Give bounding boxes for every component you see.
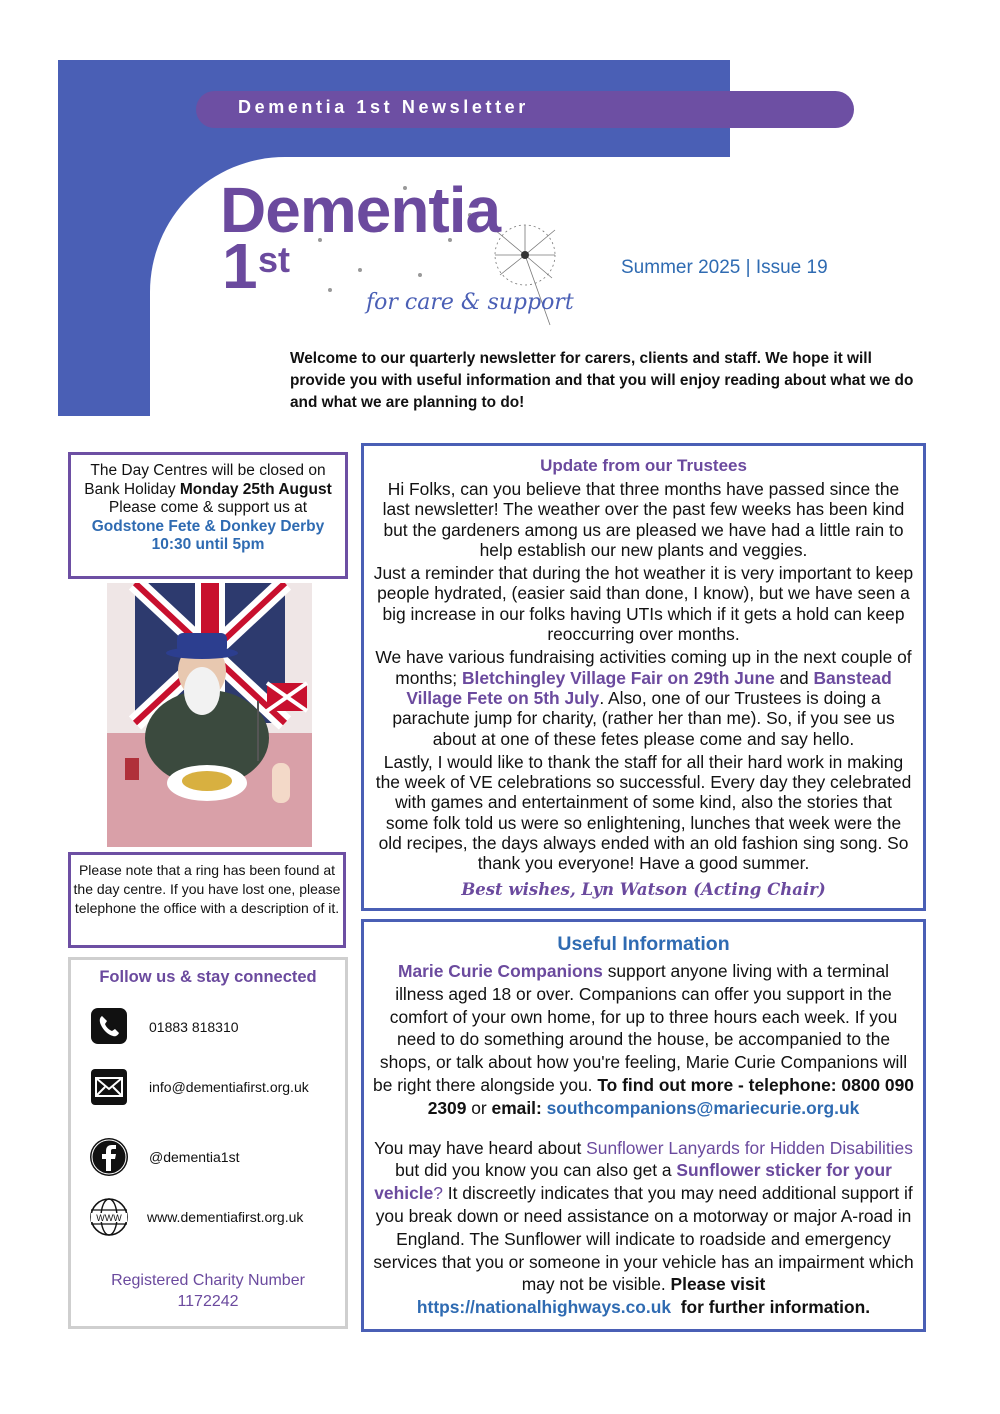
marie-curie-email-label: email: — [491, 1097, 547, 1118]
closure-text: The Day Centres will be closed on Bank Holiday — [84, 462, 326, 498]
national-highways-link[interactable]: https://nationalhighways.co.uk — [416, 1297, 672, 1318]
charity-label: Registered Charity Number — [111, 1272, 305, 1289]
sunflower-intro: You may have heard about — [374, 1137, 587, 1158]
logo-tagline: for care & support — [366, 290, 574, 315]
issue-label: Summer 2025 | Issue 19 — [621, 257, 828, 278]
sunflower-sticker: Sunflower sticker for your vehicle — [374, 1160, 892, 1204]
sunflower-question: ? — [433, 1183, 443, 1204]
sunflower-visit: Please visit — [670, 1274, 766, 1295]
sunflower-end: for further information. — [671, 1297, 871, 1318]
useful-title: Useful Information — [557, 933, 730, 955]
logo-dementia: Dementia — [220, 174, 501, 246]
sunflower-lanyards: Sunflower Lanyards for Hidden Disabilities — [586, 1137, 913, 1158]
website-url[interactable]: www.dementiafirst.org.uk — [147, 1209, 304, 1225]
www-label: WWW — [96, 1213, 122, 1223]
logo-number: 1 — [222, 230, 258, 302]
banstead-fete: Banstead Village Fete on 5th July — [406, 667, 892, 708]
trustees-signoff: Best wishes, Lyn Watson (Acting Chair) — [461, 879, 826, 899]
trustees-para-2: Just a reminder that during the hot weather it is very important to keep people hydrated, (easier said than done, I know), but we have seen a big increase in our folks having UTIs which if it gets a hold can keep reoccurring over months. — [373, 563, 914, 645]
marie-curie-text: support anyone living with a terminal illness aged 18 or over. Companions can offer you support in the comfort of your own home, for up to three hours each week. If you need to do something around the house, be accompanied to the shops, or talk about how you're feeling, Marie Curie Companions will be right there alongside you. — [373, 961, 908, 1095]
sunflower-para — [364, 1137, 923, 1319]
marie-curie-or: or — [466, 1097, 492, 1118]
ve-celebration-photo — [107, 583, 312, 847]
welcome-text: Welcome to our quarterly newsletter for carers, clients and staff. We hope it will provide you with useful information and that you will enjoy reading about what we do and what we are planning to do! — [290, 350, 914, 411]
globe-icon — [89, 1197, 129, 1237]
sunflower-text: It discreetly indicates that you may need additional support if you break down or need assistance on a motorway or major A-road in England. The Sunflower will indicate to roadside and emergency services that you or someone in your vehicle has an impairment which may not be visible. — [373, 1183, 914, 1295]
para-3-and: and — [774, 667, 814, 688]
para-3-rest: . Also, one of our Trustees is doing a parachute jump for charity, (rather her than me). So, if you see us about at one of these fetes please come and say hello. — [392, 687, 895, 749]
trustees-update — [361, 443, 926, 911]
para-3-intro: We have various fundraising activities coming up in the next couple of months; — [375, 647, 912, 688]
closure-notice — [68, 452, 348, 579]
fete-time: 10:30 until 5pm — [151, 536, 265, 553]
bletchingley-fair: Bletchingley Village Fair on 29th June — [461, 667, 775, 688]
banner-title: Dementia 1st Newsletter — [238, 97, 529, 117]
marie-curie-email-link[interactable]: southcompanions@mariecurie.org.uk — [546, 1097, 860, 1118]
marie-curie-para — [364, 960, 923, 1120]
logo-suffix: st — [258, 239, 291, 280]
facebook-handle[interactable]: @dementia1st — [149, 1149, 240, 1165]
useful-information — [361, 919, 926, 1332]
email-icon — [89, 1067, 129, 1107]
support-text: Please come & support us at — [108, 499, 308, 516]
closure-date: Monday 25th August — [179, 480, 332, 498]
contact-panel — [68, 957, 348, 1329]
marie-curie-name: Marie Curie Companions — [398, 961, 603, 981]
charity-number: 1172242 — [177, 1293, 239, 1310]
phone-icon — [89, 1006, 129, 1046]
trustees-para-1: Hi Folks, can you believe that three months have passed since the last newsletter! The weather over the past few weeks has been kind but the gardeners among us are pleased we have had a little rain to help establish our new plants and veggies. — [382, 479, 905, 560]
trustees-title: Update from our Trustees — [540, 456, 747, 475]
facebook-icon — [89, 1137, 129, 1177]
trustees-para-4: Lastly, I would like to thank the staff for all their hard work in making the week of VE celebrations so successful. Every day they celebrated with games and entertainment of some kind, also the stories that some folk told us were so enlightening, lunches that week were the old recipes, the days always ended with an old fashion sing song. So thank you everyone! Have a good summer. — [375, 751, 912, 874]
phone-number[interactable]: 01883 818310 — [149, 1019, 239, 1035]
sunflower-mid: but did you know you can also get a — [395, 1160, 677, 1181]
fete-name: Godstone Fete & Donkey Derby — [91, 517, 325, 535]
photo-illustration — [107, 583, 312, 847]
ring-notice: Please note that a ring has been found at the day centre. If you have lost one, please telephone the office with a description of it. — [68, 852, 346, 948]
follow-title: Follow us & stay connected — [99, 968, 317, 986]
trustees-para-3 — [364, 647, 923, 748]
charity-registration — [71, 1270, 345, 1312]
email-address[interactable]: info@dementiafirst.org.uk — [149, 1079, 309, 1095]
marie-curie-phone: To find out more - telephone: 0800 090 2309 — [427, 1074, 914, 1118]
